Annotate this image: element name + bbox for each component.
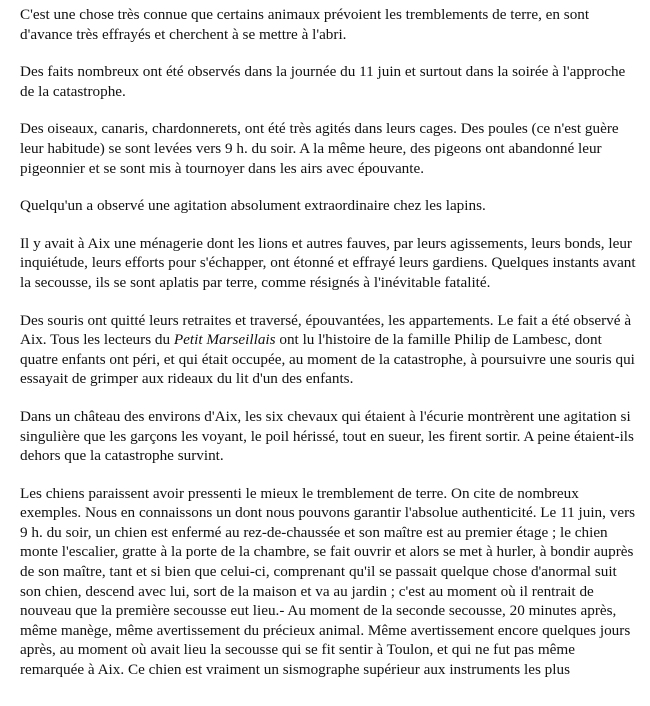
paragraph-1: C'est une chose très connue que certains animaux prévoient les tremblements de terre, en sont d'avance très effrayés et cherchent à se mettre à l'abri.: [20, 6, 590, 43]
paragraph-4: Quelqu'un a observé une agitation absolument extraordinaire chez les lapins.: [20, 197, 486, 215]
paragraph-3: Des oiseaux, canaris, chardonnerets, ont été très agités dans leurs cages. Des poules (ce n'est guère leur habitude) se sont levées vers 9 h. du soir. A la même heure, des pigeons ont abandonné leur pigeonnier et se sont mis à tournoyer dans les airs avec épouvante.: [20, 120, 619, 177]
paragraph-8: Les chiens paraissent avoir pressenti le mieux le tremblement de terre. On cite de nombreux exemples. Nous en connaissons un dont nous pouvons garantir l'absolue authenticité. Le 11 juin, vers 9 h. du soir, un chien est enfermé au rez-de-chaussée et son maître est au premier étage ; le chien monte l'escalier, gratte à la porte de la chambre, se fait ouvrir et alors se met à hurler, à bondir auprès de son maître, tant et si bien que celui-ci, comprenant qu'il se passait quelque chose d'anormal suit son chien, descend avec lui, sort de la maison et va au jardin ; c'est au moment où il rentrait de nouveau que la première secousse eut lieu.- Au moment de la seconde secousse, 20 minutes après, même manège, même avertissement du précieux animal. Même avertissement encore quelques jours après, au moment où avait lieu la secousse qui se fit sentir à Toulon, et qui ne fut pas même remarquée à Aix. Ce chien est vraiment un sismographe supérieur aux instruments les plus: [20, 484, 636, 679]
paragraph-7: Dans un château des environs d'Aix, les six chevaux qui étaient à l'écurie montrèrent une agitation si singulière que les garçons les voyant, le poil hérissé, tout en sueur, les firent sortir. A peine étaient-ils dehors que la catastrophe survint.: [20, 407, 634, 465]
newspaper-title: Petit Marseillais: [173, 331, 276, 349]
paragraph-6: [20, 311, 638, 389]
paragraph-6-text-after: ont lu l'histoire de la famille Philip de Lambesc, dont quatre enfants ont péri, et qui était occupée, au moment de la catastrophe, à poursuivre une souris qui essayait de grimper aux rideaux du lit d'un des enfants.: [20, 331, 635, 388]
paragraph-5: Il y avait à Aix une ménagerie dont les lions et autres fauves, par leurs agissements, leurs bonds, leur inquiétude, leurs efforts pour s'échapper, ont étonné et effrayé leurs gardiens. Quelques instants avant la secousse, ils se sont aplatis par terre, comme résignés à l'inévitable fatalité.: [20, 234, 636, 291]
paragraph-2: Des faits nombreux ont été observés dans la journée du 11 juin et surtout dans la soirée à l'approche de la catastrophe.: [20, 63, 626, 100]
paragraph-6-text-before: Des souris ont quitté leurs retraites et traversé, épouvantées, les appartements. Le fait a été observé à Aix. Tous les lecteurs du: [20, 311, 632, 349]
